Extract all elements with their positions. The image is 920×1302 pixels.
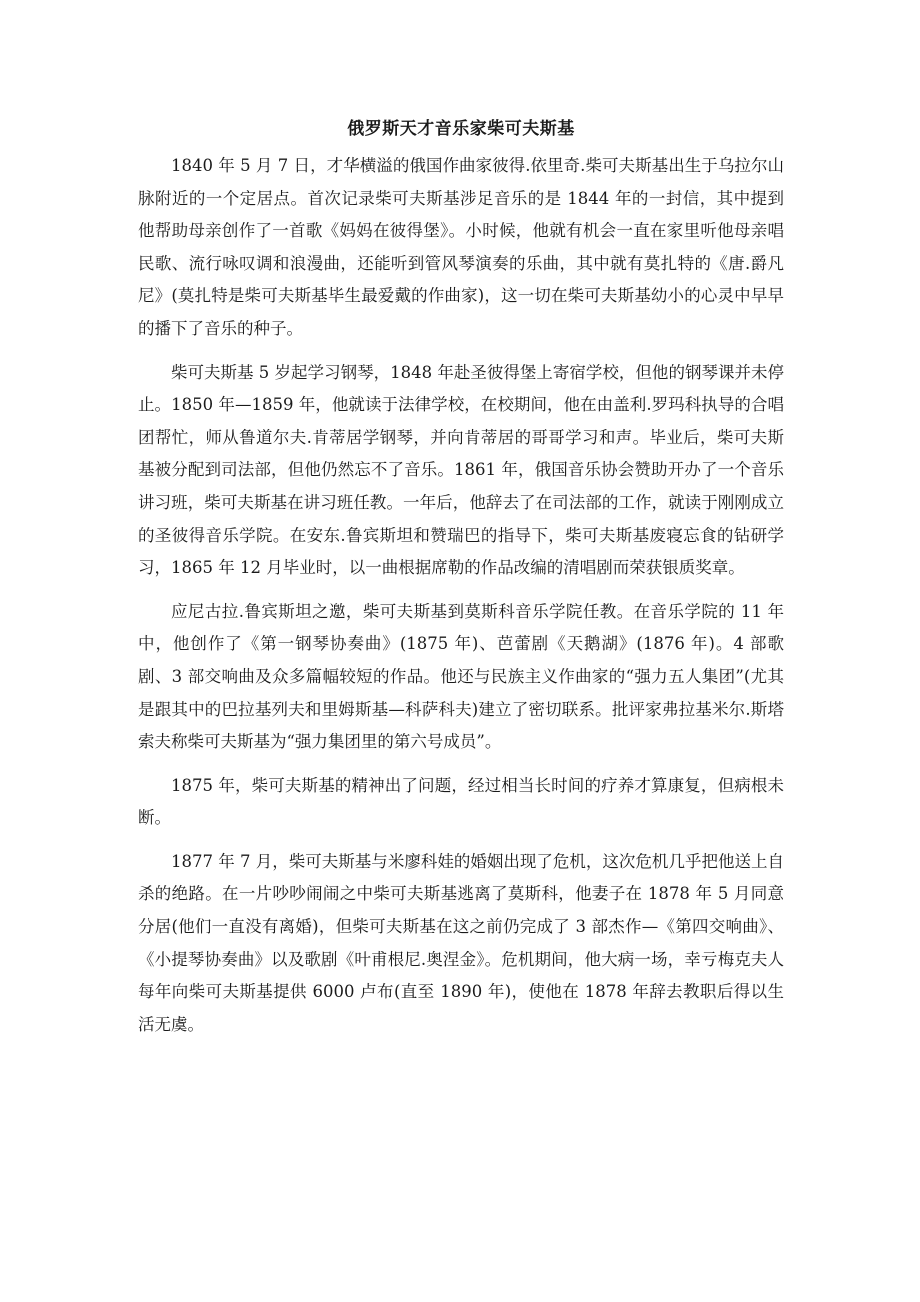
paragraph-5: 1877 年 7 月，柴可夫斯基与米廖科娃的婚姻出现了危机，这次危机几乎把他送上自杀的绝路。在一片吵吵闹闹之中柴可夫斯基逃离了莫斯科，他妻子在 1878 年 5 月同意分居(他们一直没有离婚)，但柴可夫斯基在这之前仍完成了 3 部杰作—《第四交响曲》、《小提琴协奏曲》以及歌剧《叶甫根尼.奥涅金》。危机期间，他大病一场，幸亏梅克夫人每年向柴可夫斯基提供 6000 卢布(直至 1890 年)，使他在 1878 年辞去教职后得以生活无虞。 bbox=[138, 851, 784, 1034]
document-body bbox=[138, 114, 784, 1041]
paragraph-4: 1875 年，柴可夫斯基的精神出了问题，经过相当长时间的疗养才算康复，但病根未断。 bbox=[138, 775, 784, 828]
paragraph-1: 1840 年 5 月 7 日，才华横溢的俄国作曲家彼得.依里奇.柴可夫斯基出生于乌拉尔山脉附近的一个定居点。首次记录柴可夫斯基涉足音乐的是 1844 年的一封信，其中提到他帮助母亲创作了一首歌《妈妈在彼得堡》。小时候，他就有机会一直在家里听他母亲唱民歌、流行咏叹调和浪漫曲，还能听到管风琴演奏的乐曲，其中就有莫扎特的《唐.爵凡尼》(莫扎特是柴可夫斯基毕生最爱戴的作曲家)，这一切在柴可夫斯基幼小的心灵中早早的播下了音乐的种子。 bbox=[138, 156, 784, 338]
paragraph-2: 柴可夫斯基 5 岁起学习钢琴，1848 年赴圣彼得堡上寄宿学校，但他的钢琴课并未停止。1850 年—1859 年，他就读于法律学校，在校期间，他在由盖利.罗玛科执导的合唱团帮忙，师从鲁道尔夫.肯蒂居学钢琴，并向肯蒂居的哥哥学习和声。毕业后，柴可夫斯基被分配到司法部，但他仍然忘不了音乐。1861 年，俄国音乐协会赞助开办了一个音乐讲习班，柴可夫斯基在讲习班任教。一年后，他辞去了在司法部的工作，就读于刚刚成立的圣彼得音乐学院。在安东.鲁宾斯坦和赞瑞巴的指导下，柴可夫斯基废寝忘食的钻研学习，1865 年 12 月毕业时，以一曲根据席勒的作品改编的清唱剧而荣获银质奖章。 bbox=[138, 362, 784, 578]
paragraph-3: 应尼古拉.鲁宾斯坦之邀，柴可夫斯基到莫斯科音乐学院任教。在音乐学院的 11 年中，他创作了《第一钢琴协奏曲》(1875 年)、芭蕾剧《天鹅湖》(1876 年)。4 部歌剧、3 部交响曲及众多篇幅较短的作品。他还与民族主义作曲家的“强力五人集团”(尤其是跟其中的巴拉基列夫和里姆斯基—科萨科夫)建立了密切联系。批评家弗拉基米尔.斯塔索夫称柴可夫斯基为“强力集团里的第六号成员”。 bbox=[138, 601, 784, 752]
document-title: 俄罗斯天才音乐家柴可夫斯基 bbox=[347, 119, 575, 139]
